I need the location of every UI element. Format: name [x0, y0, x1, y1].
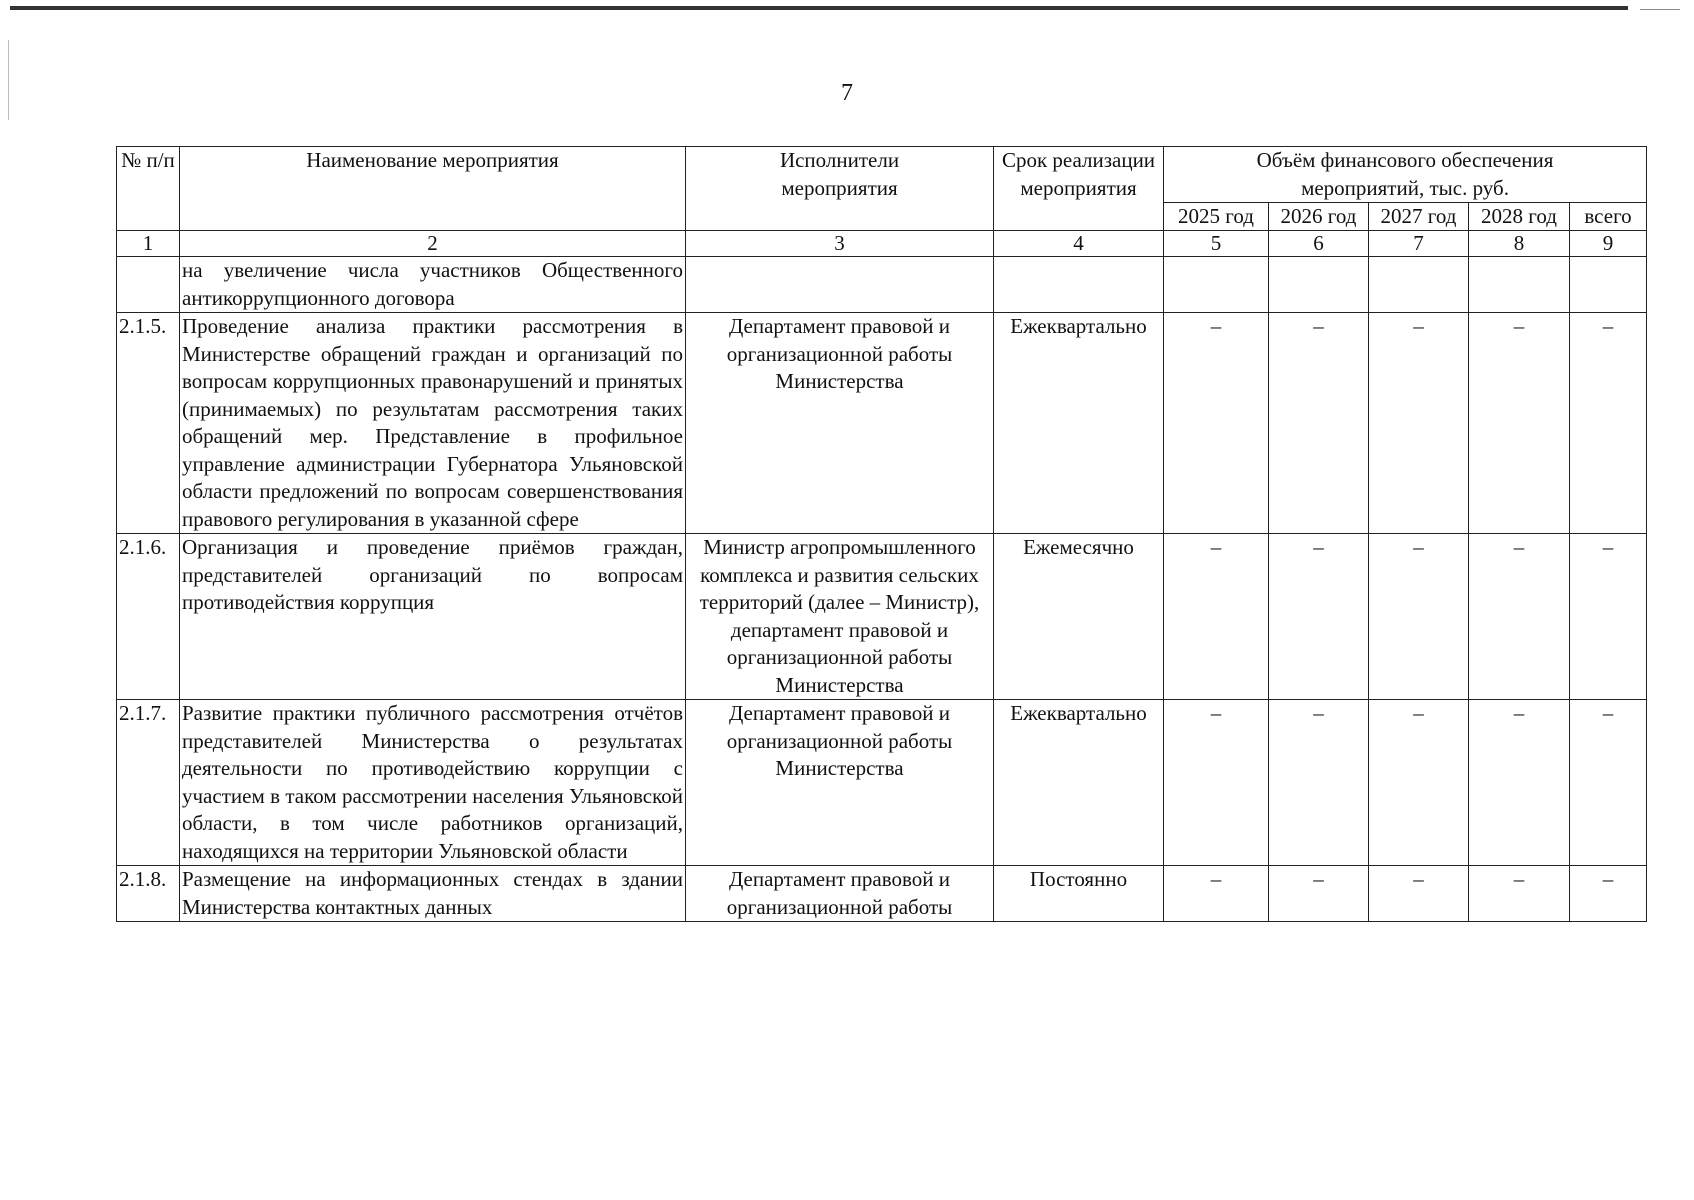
row-value-2025: [1164, 257, 1269, 313]
column-number: 5: [1164, 231, 1269, 257]
header-year-2028: 2028 год: [1469, 203, 1570, 231]
row-name: Размещение на информационных стендах в здании Министерства контактных данных: [180, 866, 686, 922]
row-value-2027: –: [1369, 534, 1469, 700]
row-term: Постоянно: [994, 866, 1164, 922]
row-value-2027: –: [1369, 700, 1469, 866]
row-num: 2.1.7.: [117, 700, 180, 866]
row-value-2027: –: [1369, 866, 1469, 922]
column-number: 7: [1369, 231, 1469, 257]
table-row: [117, 534, 1647, 700]
row-value-total: –: [1570, 313, 1647, 534]
row-term: [994, 257, 1164, 313]
row-value-2027: –: [1369, 313, 1469, 534]
top-rule-end: [1640, 9, 1680, 10]
table-row: [117, 313, 1647, 534]
column-number: 9: [1570, 231, 1647, 257]
row-value-2026: [1269, 257, 1369, 313]
column-number: 1: [117, 231, 180, 257]
table-row: [117, 700, 1647, 866]
row-value-2026: –: [1269, 866, 1369, 922]
row-value-2026: –: [1269, 313, 1369, 534]
measures-table: [116, 146, 1647, 922]
row-executors: [686, 257, 994, 313]
row-value-2028: –: [1469, 700, 1570, 866]
row-num: 2.1.6.: [117, 534, 180, 700]
header-name: Наименование мероприятия: [180, 147, 686, 231]
top-rule: [10, 6, 1628, 10]
row-num: [117, 257, 180, 313]
row-value-2025: –: [1164, 866, 1269, 922]
row-term: Ежемесячно: [994, 534, 1164, 700]
row-term: Ежеквартально: [994, 700, 1164, 866]
column-numbers-row: [117, 231, 1647, 257]
row-value-2026: –: [1269, 534, 1369, 700]
header-year-2025: 2025 год: [1164, 203, 1269, 231]
row-value-2025: –: [1164, 700, 1269, 866]
column-number: 8: [1469, 231, 1570, 257]
table-row: [117, 866, 1647, 922]
header-num: № п/п: [117, 147, 180, 231]
table-row: [117, 257, 1647, 313]
row-name: Организация и проведение приёмов граждан, представителей организаций по вопросам противодействия коррупция: [180, 534, 686, 700]
row-name: на увеличение числа участников Общественного антикоррупционного договора: [180, 257, 686, 313]
row-value-total: [1570, 257, 1647, 313]
row-value-total: –: [1570, 700, 1647, 866]
header-executors: Исполнители мероприятия: [686, 147, 994, 231]
row-num: 2.1.5.: [117, 313, 180, 534]
header-year-2027: 2027 год: [1369, 203, 1469, 231]
header-total: всего: [1570, 203, 1647, 231]
row-executors: Департамент правовой и организационной работы Министерства: [686, 700, 994, 866]
row-term: Ежеквартально: [994, 313, 1164, 534]
row-value-2028: –: [1469, 313, 1570, 534]
row-value-2027: [1369, 257, 1469, 313]
row-value-2025: –: [1164, 534, 1269, 700]
row-executors: Министр агропромышленного комплекса и развития сельских территорий (далее – Министр), департамент правовой и организационной работы Министерства: [686, 534, 994, 700]
header-term: Срок реализации мероприятия: [994, 147, 1164, 231]
column-number: 2: [180, 231, 686, 257]
row-num: 2.1.8.: [117, 866, 180, 922]
header-row: [117, 147, 1647, 203]
row-value-total: –: [1570, 534, 1647, 700]
column-number: 3: [686, 231, 994, 257]
column-number: 4: [994, 231, 1164, 257]
row-name: Развитие практики публичного рассмотрения отчётов представителей Министерства о результатах деятельности по противодействию коррупции с участием в таком рассмотрении населения Ульяновской области, в том числе работников организаций, находящихся на территории Ульяновской области: [180, 700, 686, 866]
header-year-2026: 2026 год: [1269, 203, 1369, 231]
row-value-2025: –: [1164, 313, 1269, 534]
row-value-2028: –: [1469, 534, 1570, 700]
row-value-2026: –: [1269, 700, 1369, 866]
row-executors: Департамент правовой и организационной работы Министерства: [686, 313, 994, 534]
page-number: 7: [841, 80, 853, 106]
row-name: Проведение анализа практики рассмотрения в Министерстве обращений граждан и организаций по вопросам коррупционных правонарушений и принятых (принимаемых) по результатам рассмотрения таких обращений мер. Представление в профильное управление администрации Губернатора Ульяновской области предложений по вопросам совершенствования правового регулирования в указанной сфере: [180, 313, 686, 534]
column-number: 6: [1269, 231, 1369, 257]
row-executors: Департамент правовой и организационной работы: [686, 866, 994, 922]
row-value-2028: [1469, 257, 1570, 313]
row-value-total: –: [1570, 866, 1647, 922]
header-funding: Объём финансового обеспечения мероприятий, тыс. руб.: [1164, 147, 1647, 203]
row-value-2028: –: [1469, 866, 1570, 922]
